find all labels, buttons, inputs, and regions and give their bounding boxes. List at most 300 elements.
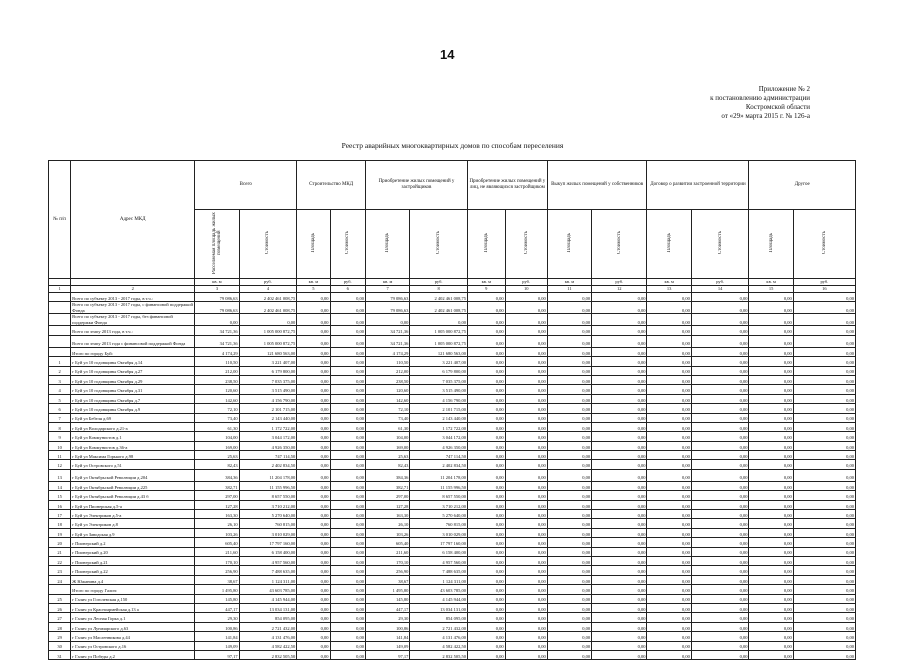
row-value: 0,00 [749, 326, 793, 335]
row-value: 163,30 [195, 510, 239, 519]
row-value: 145,80 [195, 594, 239, 603]
row-value: 384,36 [366, 469, 410, 481]
row-value: 0,00 [505, 519, 547, 528]
row-value: 0,00 [691, 641, 749, 650]
row-value: 0,00 [592, 385, 647, 394]
row-value: 0,00 [793, 566, 855, 575]
row-value: 0,00 [647, 500, 691, 509]
row-value: 0,00 [547, 451, 591, 460]
row-value: 25,63 [366, 451, 410, 460]
row-value: 0,00 [505, 469, 547, 481]
row-value: 0,00 [467, 404, 505, 413]
row-value: 0,00 [467, 460, 505, 469]
row-value: 238,50 [366, 375, 410, 384]
row-value: 120,60 [195, 385, 239, 394]
row-value: 0,00 [330, 641, 365, 650]
row-value: 0,00 [330, 366, 365, 375]
row-value: 0,00 [330, 556, 365, 565]
row-value: 0,00 [505, 357, 547, 366]
row-value: 170,10 [366, 556, 410, 565]
row-value: 120,60 [366, 385, 410, 394]
row-value: 0,00 [467, 413, 505, 422]
row-address: г Галич ул Островского д.16 [71, 641, 195, 650]
row-value: 0,00 [793, 422, 855, 431]
row-value: 0,00 [592, 641, 647, 650]
row-value: 0,00 [467, 326, 505, 335]
row-value: 3 710 212,00 [410, 500, 468, 509]
row-value: 0,00 [297, 422, 330, 431]
header-sub: Стоимость [592, 210, 647, 279]
row-value: 0,00 [297, 585, 330, 594]
row-value: 0,00 [691, 404, 749, 413]
appendix-line: от «29» марта 2015 г. № 126-а [721, 112, 810, 120]
row-value: 1 124 311,00 [410, 575, 468, 584]
row-value: 72,10 [195, 404, 239, 413]
row-value: 0,00 [467, 375, 505, 384]
row-value: 0,00 [330, 314, 365, 326]
header-col-number: 16 [793, 286, 855, 293]
row-value: 0,00 [691, 528, 749, 537]
header-sub: Площадь [467, 210, 505, 279]
row-value: 0,00 [691, 632, 749, 641]
row-value: 3 010 029,00 [239, 528, 297, 537]
row-value: 0,00 [647, 641, 691, 650]
row-value: 384,36 [195, 469, 239, 481]
row-value: 0,00 [647, 422, 691, 431]
header-group: Выкуп жилых помещений у собственников [547, 161, 647, 210]
row-value: 0,00 [647, 441, 691, 450]
row-value: 0,00 [297, 500, 330, 509]
row-value: 297,00 [366, 491, 410, 500]
row-value: 0,00 [647, 519, 691, 528]
row-address: г Галич ул Победы д.2 [71, 650, 195, 659]
header-sub: Стоимость [410, 210, 468, 279]
header-sub: Стоимость [330, 210, 365, 279]
row-number: 26 [49, 603, 71, 612]
row-value: 0,00 [297, 603, 330, 612]
row-value: 141,84 [195, 632, 239, 641]
row-value: 0,00 [749, 422, 793, 431]
header-col-number: 11 [547, 286, 591, 293]
row-number [49, 585, 71, 594]
row-value: 0,00 [547, 547, 591, 556]
row-value: 0,00 [793, 366, 855, 375]
row-value: 0,00 [592, 613, 647, 622]
row-value: 0,00 [647, 326, 691, 335]
row-value: 0,00 [297, 519, 330, 528]
row-value: 3 515 490,00 [239, 385, 297, 394]
row-address: Ж Южанина д.4 [71, 575, 195, 584]
row-value: 0,00 [547, 469, 591, 481]
row-value: 79 086,63 [195, 302, 239, 314]
row-value: 0,00 [297, 491, 330, 500]
row-value: 0,00 [592, 441, 647, 450]
header-sub: Стоимость [239, 210, 297, 279]
row-value: 0,00 [749, 528, 793, 537]
row-value: 2 402 834,50 [410, 460, 468, 469]
header-sub: Площадь [647, 210, 691, 279]
row-value: 0,00 [592, 469, 647, 481]
row-value: 2 101 715,00 [410, 404, 468, 413]
row-number: 29 [49, 632, 71, 641]
row-number: 8 [49, 422, 71, 431]
row-address: г Галич ул Лесная Горка д.1 [71, 613, 195, 622]
row-value: 854 095,00 [410, 613, 468, 622]
row-address: Всего по субъекту 2013 - 2017 годы, в т.ч.: [71, 293, 195, 302]
table-row [49, 650, 856, 659]
row-value: 0,00 [691, 510, 749, 519]
row-number: 5 [49, 394, 71, 403]
row-value: 3 221 407,00 [410, 357, 468, 366]
header-col-number: 3 [195, 286, 239, 293]
row-value: 0,00 [647, 413, 691, 422]
row-value: 0,00 [749, 413, 793, 422]
row-number: 21 [49, 547, 71, 556]
row-number: 11 [49, 451, 71, 460]
row-value: 0,00 [647, 314, 691, 326]
table-row [49, 622, 856, 631]
header-group-row [49, 161, 856, 210]
row-value: 0,00 [793, 622, 855, 631]
header-sub: Площадь [547, 210, 591, 279]
row-value: 0,00 [793, 603, 855, 612]
row-number: 22 [49, 556, 71, 565]
row-value: 0,00 [691, 650, 749, 659]
header-numbers-row [49, 286, 856, 293]
appendix-line: к постановлению администрации [710, 94, 810, 102]
row-value: 0,00 [592, 413, 647, 422]
row-value: 0,00 [647, 451, 691, 460]
row-value: 0,00 [691, 366, 749, 375]
header-col-number: 2 [71, 286, 195, 293]
table-row [49, 335, 856, 347]
row-value: 0,00 [647, 302, 691, 314]
row-value: 0,00 [505, 538, 547, 547]
row-value: 0,00 [749, 347, 793, 356]
row-value: 0,00 [467, 500, 505, 509]
row-value: 0,00 [297, 404, 330, 413]
row-value: 0,00 [366, 314, 410, 326]
row-value: 0,00 [505, 326, 547, 335]
row-value: 0,00 [793, 500, 855, 509]
row-value: 0,00 [297, 641, 330, 650]
row-value: 0,00 [691, 556, 749, 565]
row-value: 11 204 178,00 [410, 469, 468, 481]
header-unit: кв. м [467, 279, 505, 286]
row-value: 0,00 [297, 460, 330, 469]
row-value: 0,00 [467, 519, 505, 528]
row-value: 34 721,36 [195, 326, 239, 335]
row-value: 8 657 550,00 [239, 491, 297, 500]
row-value: 4 145 944,00 [410, 594, 468, 603]
header-sub: Площадь [749, 210, 793, 279]
row-value: 0,00 [691, 585, 749, 594]
row-value: 0,00 [547, 585, 591, 594]
row-value: 0,00 [467, 632, 505, 641]
row-value: 1 005 000 872,75 [410, 335, 468, 347]
row-value: 4 582 422,50 [239, 641, 297, 650]
row-number [49, 314, 71, 326]
row-value: 0,00 [297, 413, 330, 422]
row-value: 0,00 [749, 366, 793, 375]
row-value: 0,00 [793, 451, 855, 460]
table-row [49, 357, 856, 366]
row-value: 0,00 [749, 375, 793, 384]
row-value: 0,00 [467, 385, 505, 394]
header-group: Всего [195, 161, 297, 210]
row-value: 0,00 [749, 404, 793, 413]
row-value: 2 402 461 008,75 [410, 293, 468, 302]
row-value: 97,17 [195, 650, 239, 659]
row-value: 0,00 [330, 326, 365, 335]
row-value: 0,00 [749, 481, 793, 490]
row-value: 0,00 [297, 366, 330, 375]
row-value: 0,00 [592, 510, 647, 519]
row-number: 15 [49, 491, 71, 500]
row-number: 24 [49, 575, 71, 584]
row-value: 0,00 [647, 347, 691, 356]
header-col-number: 1 [49, 286, 71, 293]
row-value: 0,00 [330, 519, 365, 528]
row-value: 25,63 [195, 451, 239, 460]
row-value: 0,00 [547, 594, 591, 603]
row-value: 34 721,36 [195, 335, 239, 347]
row-value: 0,00 [505, 375, 547, 384]
row-value: 2 143 440,00 [239, 413, 297, 422]
row-value: 0,00 [749, 566, 793, 575]
row-value: 0,00 [297, 622, 330, 631]
row-value: 4 156 790,00 [410, 394, 468, 403]
row-address: г Буй ул Коммунистов д.1 [71, 432, 195, 441]
row-value: 0,00 [547, 366, 591, 375]
row-value: 0,00 [547, 519, 591, 528]
table-row [49, 585, 856, 594]
row-value: 0,00 [647, 613, 691, 622]
row-value: 0,00 [330, 451, 365, 460]
row-value: 0,00 [647, 650, 691, 659]
row-value: 0,00 [793, 510, 855, 519]
table-row [49, 302, 856, 314]
row-value: 145,80 [366, 594, 410, 603]
header-unit: руб. [330, 279, 365, 286]
row-value: 1 005 000 872,75 [410, 326, 468, 335]
row-value: 7 035 375,00 [410, 375, 468, 384]
row-value: 82,43 [366, 460, 410, 469]
table-row [49, 613, 856, 622]
row-value: 0,00 [330, 394, 365, 403]
row-value: 11 155 996,50 [239, 481, 297, 490]
row-value: 0,00 [749, 575, 793, 584]
row-value: 0,00 [505, 528, 547, 537]
row-value: 382,71 [366, 481, 410, 490]
row-value: 0,00 [793, 293, 855, 302]
header-unit: кв. м [547, 279, 591, 286]
row-value: 0,00 [505, 650, 547, 659]
row-value: 0,00 [592, 357, 647, 366]
header-num: № п/п [49, 161, 71, 279]
row-value: 0,00 [505, 585, 547, 594]
row-value: 4 131 476,00 [410, 632, 468, 641]
row-number: 23 [49, 566, 71, 575]
row-address: г Буй ул Коммунистов д.36-а [71, 441, 195, 450]
row-address: г Буй ул Островского д.51 [71, 460, 195, 469]
row-value: 0,00 [691, 385, 749, 394]
row-value: 447,17 [195, 603, 239, 612]
row-number [49, 293, 71, 302]
row-value: 0,00 [749, 314, 793, 326]
row-value: 0,00 [330, 575, 365, 584]
row-value: 0,00 [330, 302, 365, 314]
row-value: 0,00 [592, 528, 647, 537]
row-number: 4 [49, 385, 71, 394]
row-value: 0,00 [647, 491, 691, 500]
row-value: 100,86 [195, 622, 239, 631]
row-address: Итого по городу Буй: [71, 347, 195, 356]
row-value: 0,00 [592, 460, 647, 469]
table-row [49, 594, 856, 603]
row-value: 0,00 [749, 510, 793, 519]
row-value: 0,00 [505, 314, 547, 326]
row-value: 0,00 [330, 613, 365, 622]
row-value: 0,00 [793, 375, 855, 384]
row-value: 0,00 [691, 460, 749, 469]
header-unit: кв. м [366, 279, 410, 286]
row-value: 0,00 [647, 622, 691, 631]
row-value: 0,00 [691, 375, 749, 384]
row-value: 0,00 [592, 375, 647, 384]
row-value: 0,00 [647, 481, 691, 490]
table-row [49, 528, 856, 537]
row-value: 0,00 [297, 347, 330, 356]
row-value: 0,00 [793, 314, 855, 326]
header-col-number: 4 [239, 286, 297, 293]
row-value: 0,00 [330, 469, 365, 481]
row-value: 0,00 [505, 335, 547, 347]
row-value: 0,00 [467, 575, 505, 584]
row-value: 0,00 [547, 528, 591, 537]
row-address: г Буй ул Октябрьской Революции д.204 [71, 469, 195, 481]
row-value: 1 124 311,00 [239, 575, 297, 584]
row-value: 0,00 [691, 441, 749, 450]
row-value: 1 172 722,00 [239, 422, 297, 431]
row-address: г Буй ул Электриков д.8 [71, 519, 195, 528]
row-value: 0,00 [330, 460, 365, 469]
row-value: 0,00 [467, 547, 505, 556]
row-value: 0,00 [467, 394, 505, 403]
row-value: 0,00 [691, 613, 749, 622]
row-value: 0,00 [691, 547, 749, 556]
row-value: 0,00 [467, 538, 505, 547]
row-value: 0,00 [793, 556, 855, 565]
row-value: 0,00 [297, 394, 330, 403]
row-value: 0,00 [547, 481, 591, 490]
row-value: 0,00 [592, 547, 647, 556]
row-number: 13 [49, 469, 71, 481]
row-value: 0,00 [749, 603, 793, 612]
row-value: 0,00 [330, 335, 365, 347]
row-value: 0,00 [691, 451, 749, 460]
row-value: 0,00 [793, 491, 855, 500]
row-value: 0,00 [547, 622, 591, 631]
header-group: Строительство МКД [297, 161, 366, 210]
row-value: 0,00 [297, 510, 330, 519]
row-value: 110,50 [366, 357, 410, 366]
row-value: 0,00 [749, 547, 793, 556]
row-value: 0,00 [547, 510, 591, 519]
row-value: 0,00 [647, 528, 691, 537]
row-value: 3 044 172,00 [239, 432, 297, 441]
row-address: Всего по этапу 2013 года с финансовой поддержкой Фонда [71, 335, 195, 347]
row-value: 0,00 [505, 491, 547, 500]
row-value: 0,00 [297, 547, 330, 556]
row-value: 0,00 [330, 632, 365, 641]
row-value: 79 086,63 [195, 293, 239, 302]
row-number: 9 [49, 432, 71, 441]
row-value: 0,00 [691, 594, 749, 603]
row-value: 0,00 [691, 326, 749, 335]
row-address: г Галич ул Луначарского д.63 [71, 622, 195, 631]
row-value: 0,00 [691, 302, 749, 314]
row-value: 3 044 172,00 [410, 432, 468, 441]
row-value: 0,00 [467, 357, 505, 366]
row-value: 142,60 [366, 394, 410, 403]
row-address: г Буй ул Максима Горького д.98 [71, 451, 195, 460]
row-value: 0,00 [749, 556, 793, 565]
row-value: 0,00 [467, 566, 505, 575]
row-value: 0,00 [793, 481, 855, 490]
row-value: 4 145 944,00 [239, 594, 297, 603]
row-value: 82,43 [195, 460, 239, 469]
row-value: 38,67 [366, 575, 410, 584]
row-value: 103,26 [195, 528, 239, 537]
row-value: 121 680 563,00 [410, 347, 468, 356]
row-value: 0,00 [691, 357, 749, 366]
row-value: 2 721 432,00 [410, 622, 468, 631]
row-value: 0,00 [547, 641, 591, 650]
row-value: 0,00 [691, 519, 749, 528]
row-value: 0,00 [647, 585, 691, 594]
row-value: 0,00 [547, 650, 591, 659]
header-unit: руб. [691, 279, 749, 286]
row-value: 0,00 [467, 441, 505, 450]
row-address: г Буй ул Пионерская д.5-а [71, 500, 195, 509]
row-address: г Буй ул Володарского д.21-а [71, 422, 195, 431]
table-row [49, 422, 856, 431]
row-value: 0,00 [691, 314, 749, 326]
row-value: 212,00 [366, 366, 410, 375]
row-value: 0,00 [592, 314, 647, 326]
row-value: 0,00 [647, 404, 691, 413]
row-value: 103,26 [366, 528, 410, 537]
header-sub: Стоимость [691, 210, 749, 279]
row-number: 6 [49, 404, 71, 413]
row-value: 0,00 [505, 302, 547, 314]
row-value: 0,00 [749, 613, 793, 622]
row-value: 0,00 [592, 538, 647, 547]
row-address: Всего по этапу 2013 года, в т.ч.: [71, 326, 195, 335]
header-unit: руб. [505, 279, 547, 286]
row-value: 0,00 [647, 632, 691, 641]
row-value: 0,00 [330, 481, 365, 490]
row-value: 29,30 [195, 613, 239, 622]
row-value: 0,00 [297, 469, 330, 481]
row-value: 0,00 [691, 491, 749, 500]
row-value: 0,00 [793, 519, 855, 528]
row-value: 0,00 [547, 441, 591, 450]
row-value: 13 034 131,00 [239, 603, 297, 612]
row-value: 0,00 [749, 460, 793, 469]
row-value: 0,00 [297, 335, 330, 347]
